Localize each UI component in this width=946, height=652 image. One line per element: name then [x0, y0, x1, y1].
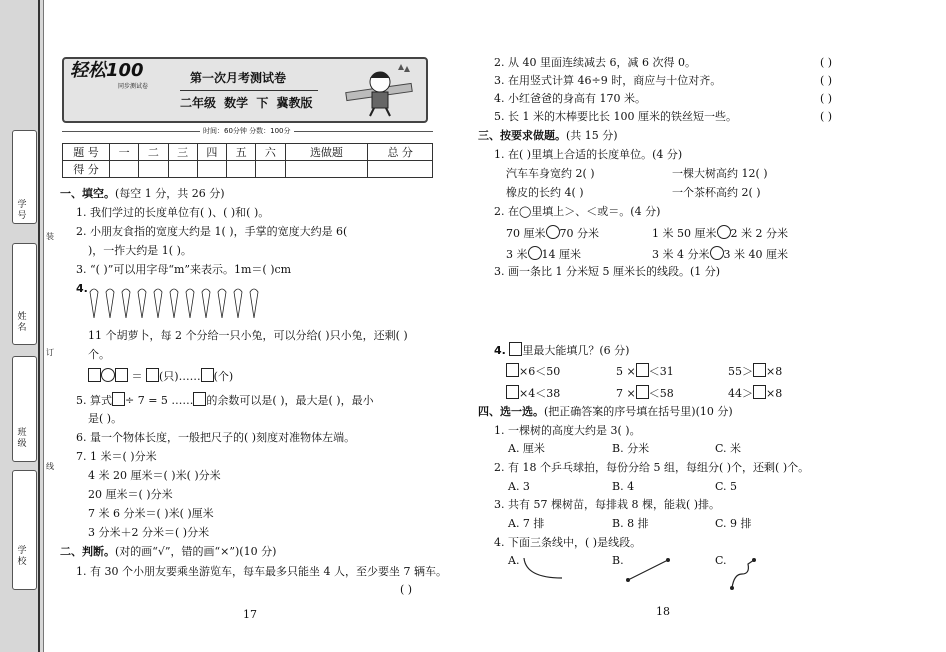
judge-1-answer[interactable]: ( ) [400, 583, 413, 596]
score-entry[interactable] [168, 161, 197, 178]
binding-line [38, 0, 40, 652]
answer-box[interactable] [112, 392, 125, 406]
judge-3-answer[interactable]: ( ) [820, 74, 833, 87]
choice-4-option-a[interactable]: A. [508, 554, 520, 567]
score-cell: 一 [110, 144, 139, 161]
binding-mark-zhuang: 装 [46, 232, 54, 241]
judge-5: 5. 长 1 米的木棒要比长 100 厘米的铁丝短一些。 [494, 110, 737, 123]
binding-mark-xian: 线 [46, 462, 54, 471]
score-cell: 总 分 [368, 144, 433, 161]
cartoon-boy-illustration [342, 60, 420, 118]
score-entry[interactable] [139, 161, 168, 178]
question-1-4-text: 11 个胡萝卜，每 2 个分给一只小兔，可以分给( )只小兔，还剩( ) [88, 329, 408, 342]
page-number-right: 18 [656, 605, 670, 618]
answer-box[interactable] [146, 368, 159, 382]
score-entry[interactable] [285, 161, 368, 178]
text: 2 米 2 分米 [730, 227, 788, 240]
question-1-4-equation: ＝ (只)…… (个) [88, 368, 233, 384]
score-table [62, 143, 433, 178]
choice-1-option-c[interactable]: C. 米 [715, 442, 742, 455]
score-entry[interactable] [197, 161, 226, 178]
binding-mark-ding: 订 [46, 348, 54, 357]
question-1-7-2: 20 厘米＝( )分米 [88, 488, 173, 501]
choice-4-option-b[interactable]: B. [612, 554, 624, 567]
question-1-2b: )，一拃大约是 1( )。 [88, 244, 192, 257]
logo: 轻松100 [70, 60, 144, 81]
page-number-left: 17 [243, 608, 257, 621]
time-score-info: 时间：60分钟 分数：100分 [200, 127, 294, 136]
question-1-7-4: 3 分米＋2 分米＝( )分米 [88, 526, 210, 539]
score-cell: 选做题 [285, 144, 368, 161]
choice-1-option-a[interactable]: A. 厘米 [508, 442, 545, 455]
answer-box[interactable] [753, 363, 766, 377]
choice-2-option-b[interactable]: B. 4 [612, 480, 635, 493]
section-3-heading [478, 129, 618, 143]
choice-3: 3. 共有 57 棵树苗，每排栽 8 棵，能栽( )排。 [494, 498, 721, 511]
section-note: (对的画“√”，错的画“×”)(10 分) [115, 545, 277, 558]
carrots-illustration [86, 286, 262, 320]
text: 3 米 4 分米 [652, 248, 710, 261]
choice-1: 1. 一棵树的高度大约是 3( )。 [494, 424, 641, 437]
text: 1 米 50 厘米 [652, 227, 717, 240]
question-1-7-3: 7 米 6 分米＝( )米( )厘米 [88, 507, 214, 520]
class-label: 班 级 [17, 428, 27, 449]
text: 3 米 40 厘米 [723, 248, 788, 261]
question-1-3: 3. “( )”可以用字母“m”来表示。1m＝( )cm [76, 263, 292, 276]
text: ＜58 [648, 387, 674, 400]
choice-2-option-a[interactable]: A. 3 [508, 480, 530, 493]
answer-box[interactable] [753, 385, 766, 399]
question-number: 4. [494, 344, 506, 357]
section-2-heading [60, 545, 276, 559]
judge-4-answer[interactable]: ( ) [820, 92, 833, 105]
section-4-heading [478, 405, 733, 419]
text: ＜31 [648, 365, 674, 378]
req-4a [506, 363, 560, 379]
score-cell: 题 号 [63, 144, 110, 161]
score-cell: 得 分 [63, 161, 110, 178]
text: 7 × [616, 387, 636, 400]
req-1c: 橡皮的长约 4( ) [506, 186, 584, 199]
section-title: 二、判断。 [60, 545, 115, 558]
choice-2-option-c[interactable]: C. 5 [715, 480, 738, 493]
section-note: (共 15 分) [566, 129, 618, 142]
question-1-7-0: 7. 1 米＝( )分米 [76, 450, 157, 463]
text: 55＞ [728, 365, 753, 378]
text: 3 米 [506, 248, 528, 261]
text: ×8 [766, 387, 783, 400]
req-4c [728, 363, 782, 379]
school-label: 学 校 [17, 546, 27, 567]
req-4e [616, 385, 674, 401]
answer-box[interactable] [509, 342, 522, 356]
compare-circle[interactable] [528, 246, 542, 260]
text: 44＞ [728, 387, 753, 400]
section-title: 四、选一选。 [478, 405, 544, 418]
question-1-4-text2: 个。 [88, 348, 110, 361]
score-cell: 三 [168, 144, 197, 161]
score-cell: 六 [256, 144, 285, 161]
student-id-label: 学 号 [17, 200, 27, 221]
text: 的余数可以是( )，最大是( )，最小 [206, 394, 374, 407]
answer-box[interactable] [506, 363, 519, 377]
choice-3-option-c[interactable]: C. 9 排 [715, 517, 752, 530]
score-entry[interactable] [256, 161, 285, 178]
req-2d [652, 246, 788, 262]
req-2c [506, 246, 581, 262]
question-1-5b: 是( )。 [88, 412, 123, 425]
choice-2: 2. 有 18 个乒乓球拍，每份分给 5 组，每组分( )个，还剩( )个。 [494, 461, 810, 474]
text: 14 厘米 [541, 248, 581, 261]
score-table-score-row [63, 161, 433, 178]
choice-3-option-b[interactable]: B. 8 排 [612, 517, 649, 530]
answer-box[interactable] [636, 363, 649, 377]
req-2: 2. 在◯里填上＞、＜或＝。(4 分) [494, 205, 661, 218]
section-title: 一、填空。 [60, 187, 115, 200]
text: ×4＜38 [519, 387, 561, 400]
answer-box[interactable] [88, 368, 101, 382]
req-4b [616, 363, 674, 379]
judge-3: 3. 在用竖式计算 46÷9 时，商应与十位对齐。 [494, 74, 722, 87]
score-entry[interactable] [368, 161, 433, 178]
judge-1: 1. 有 30 个小朋友要乘坐游览车，每车最多只能坐 4 人，至少要坐 7 辆车。 [76, 565, 447, 578]
judge-4: 4. 小红爸爸的身高有 170 米。 [494, 92, 646, 105]
question-1-2a: 2. 小朋友食指的宽度大约是 1( )，手掌的宽度大约是 6( [76, 225, 348, 238]
score-cell: 五 [227, 144, 256, 161]
compare-circle[interactable] [710, 246, 724, 260]
req-3: 3. 画一条比 1 分米短 5 厘米长的线段。(1 分) [494, 265, 721, 278]
line-segment-b [624, 556, 672, 584]
unit-label: (个) [213, 370, 234, 383]
score-entry[interactable] [110, 161, 139, 178]
logo-subtitle: 同步测试卷 [118, 83, 149, 90]
answer-box[interactable] [115, 368, 128, 382]
choice-3-option-a[interactable]: A. 7 排 [508, 517, 545, 530]
section-note: (把正确答案的序号填在括号里)(10 分) [544, 405, 733, 418]
req-1: 1. 在( )里填上合适的长度单位。(4 分) [494, 148, 683, 161]
school-box[interactable] [12, 470, 37, 590]
drawing-area[interactable] [506, 284, 806, 336]
compare-circle[interactable] [546, 225, 560, 239]
req-4d [506, 385, 560, 401]
text: 5. 算式 [76, 394, 112, 407]
score-table-header-row [63, 144, 433, 161]
curve-c [726, 556, 760, 592]
exam-title: 第一次月考测试卷 [190, 71, 287, 85]
score-cell: 二 [139, 144, 168, 161]
text: ÷ 7 = 5 …… [125, 394, 194, 407]
judge-2: 2. 从 40 里面连续减去 6，减 6 次得 0。 [494, 56, 696, 69]
unit-label: (只)…… [159, 370, 201, 383]
question-1-7-1: 4 米 20 厘米＝( )米( )分米 [88, 469, 221, 482]
judge-5-answer[interactable]: ( ) [820, 110, 833, 123]
title-divider [180, 90, 318, 91]
text: 70 厘米 [506, 227, 546, 240]
req-2a [506, 225, 599, 241]
compare-circle[interactable] [717, 225, 731, 239]
question-1-1: 1. 我们学过的长度单位有( )、( )和( )。 [76, 206, 270, 219]
answer-box[interactable] [506, 385, 519, 399]
text: ×8 [766, 365, 783, 378]
question-1-5a [76, 392, 374, 408]
question-1-6: 6. 量一个物体长度，一般把尺子的( )刻度对准物体左端。 [76, 431, 356, 444]
section-title: 三、按要求做题。 [478, 129, 566, 142]
judge-2-answer[interactable]: ( ) [820, 56, 833, 69]
req-1b: 一棵大树高约 12( ) [672, 167, 768, 180]
curve-line-a [520, 556, 566, 582]
text: 70 分米 [559, 227, 599, 240]
exam-subtitle: 二年级 数学 下 冀教版 [180, 96, 313, 110]
binding-line-2 [43, 0, 44, 652]
choice-4-option-c[interactable]: C. [715, 554, 727, 567]
answer-box[interactable] [193, 392, 206, 406]
req-4 [494, 342, 629, 358]
answer-box[interactable] [201, 368, 214, 382]
question-1-4-number: 4. [76, 282, 88, 295]
score-entry[interactable] [227, 161, 256, 178]
choice-1-option-b[interactable]: B. 分米 [612, 442, 650, 455]
text: 5 × [616, 365, 636, 378]
answer-box[interactable] [636, 385, 649, 399]
name-label: 姓 名 [17, 312, 27, 333]
text: 里最大能填几？(6 分) [522, 344, 630, 357]
req-2b [652, 225, 788, 241]
req-1d: 一个茶杯高约 2( ) [672, 186, 761, 199]
section-1-heading [60, 187, 225, 201]
answer-circle[interactable] [101, 368, 115, 382]
score-cell: 四 [197, 144, 226, 161]
text: ×6＜50 [519, 365, 561, 378]
req-4f [728, 385, 782, 401]
req-1a: 汽车车身宽约 2( ) [506, 167, 595, 180]
choice-4: 4. 下面三条线中，( )是线段。 [494, 536, 642, 549]
section-note: (每空 1 分，共 26 分) [115, 187, 225, 200]
